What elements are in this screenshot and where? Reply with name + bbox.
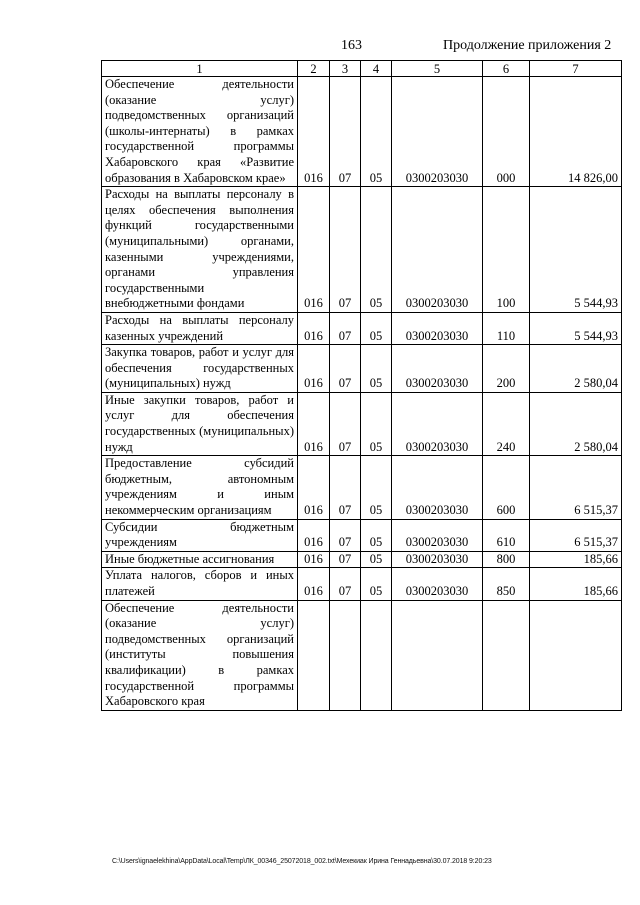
subsection-code: 05 bbox=[361, 345, 392, 393]
section-code: 07 bbox=[330, 312, 361, 344]
table-row bbox=[102, 345, 622, 393]
row-description: Уплата налогов, сборов и иных платежей bbox=[102, 568, 298, 600]
target-article-code: 0300203030 bbox=[392, 519, 483, 551]
subsection-code bbox=[361, 600, 392, 710]
row-description: Закупка товаров, работ и услуг для обеспечения государственных (муниципальных) нужд bbox=[102, 345, 298, 393]
amount: 6 515,37 bbox=[530, 456, 622, 519]
subsection-code: 05 bbox=[361, 77, 392, 187]
section-code: 07 bbox=[330, 77, 361, 187]
amount: 185,66 bbox=[530, 568, 622, 600]
expense-type-code: 240 bbox=[483, 392, 530, 455]
section-code: 07 bbox=[330, 345, 361, 393]
expense-type-code: 850 bbox=[483, 568, 530, 600]
ministry-code: 016 bbox=[298, 456, 330, 519]
subsection-code: 05 bbox=[361, 187, 392, 313]
amount: 185,66 bbox=[530, 551, 622, 568]
subsection-code: 05 bbox=[361, 392, 392, 455]
column-header: 2 bbox=[298, 61, 330, 77]
table-row bbox=[102, 568, 622, 600]
target-article-code: 0300203030 bbox=[392, 345, 483, 393]
amount: 6 515,37 bbox=[530, 519, 622, 551]
subsection-code: 05 bbox=[361, 312, 392, 344]
row-description: Предоставление субсидий бюджетным, автономным учреждениям и иным некоммерческим организациям bbox=[102, 456, 298, 519]
subsection-code: 05 bbox=[361, 519, 392, 551]
row-description: Расходы на выплаты персоналу в целях обеспечения выполнения функций государственными (муниципальными) органами, казенными учреждениями, органами управления государственными внебюджетными фондами bbox=[102, 187, 298, 313]
row-description: Обеспечение деятельности (оказание услуг) подведомственных организаций (школы-интернаты) в рамках государственной программы Хабаровского края «Развитие образования в Хабаровском крае» bbox=[102, 77, 298, 187]
section-code bbox=[330, 600, 361, 710]
table-header-row bbox=[102, 61, 622, 77]
target-article-code: 0300203030 bbox=[392, 568, 483, 600]
ministry-code: 016 bbox=[298, 551, 330, 568]
table-row bbox=[102, 519, 622, 551]
subsection-code: 05 bbox=[361, 456, 392, 519]
file-path-footer: C:\Users\ignaelekhina\AppData\Local\Temp\ЛК_00346_25072018_002.txt\Мехекиак Ирина Геннадьевна\30.07.2018 9:20:23 bbox=[112, 858, 492, 865]
ministry-code: 016 bbox=[298, 568, 330, 600]
table-row bbox=[102, 77, 622, 187]
section-code: 07 bbox=[330, 568, 361, 600]
amount: 2 580,04 bbox=[530, 392, 622, 455]
target-article-code: 0300203030 bbox=[392, 312, 483, 344]
column-header: 5 bbox=[392, 61, 483, 77]
section-code: 07 bbox=[330, 392, 361, 455]
section-code: 07 bbox=[330, 456, 361, 519]
amount: 14 826,00 bbox=[530, 77, 622, 187]
ministry-code bbox=[298, 600, 330, 710]
expense-type-code: 800 bbox=[483, 551, 530, 568]
table-row bbox=[102, 392, 622, 455]
expense-type-code: 200 bbox=[483, 345, 530, 393]
ministry-code: 016 bbox=[298, 312, 330, 344]
section-code: 07 bbox=[330, 519, 361, 551]
column-header: 3 bbox=[330, 61, 361, 77]
target-article-code: 0300203030 bbox=[392, 551, 483, 568]
target-article-code: 0300203030 bbox=[392, 456, 483, 519]
subsection-code: 05 bbox=[361, 568, 392, 600]
expense-type-code: 100 bbox=[483, 187, 530, 313]
row-description: Расходы на выплаты персоналу казенных учреждений bbox=[102, 312, 298, 344]
table-row bbox=[102, 456, 622, 519]
column-header: 7 bbox=[530, 61, 622, 77]
column-header: 4 bbox=[361, 61, 392, 77]
column-header: 6 bbox=[483, 61, 530, 77]
continuation-label: Продолжение приложения 2 bbox=[443, 38, 612, 53]
expense-type-code: 110 bbox=[483, 312, 530, 344]
expense-type-code: 610 bbox=[483, 519, 530, 551]
amount: 5 544,93 bbox=[530, 312, 622, 344]
row-description: Иные закупки товаров, работ и услуг для обеспечения государственных (муниципальных) нужд bbox=[102, 392, 298, 455]
column-header: 1 bbox=[102, 61, 298, 77]
section-code: 07 bbox=[330, 187, 361, 313]
table-row bbox=[102, 312, 622, 344]
expense-type-code: 600 bbox=[483, 456, 530, 519]
page-number: 163 bbox=[341, 38, 362, 53]
ministry-code: 016 bbox=[298, 519, 330, 551]
amount: 5 544,93 bbox=[530, 187, 622, 313]
expense-type-code bbox=[483, 600, 530, 710]
target-article-code bbox=[392, 600, 483, 710]
table-row bbox=[102, 551, 622, 568]
subsection-code: 05 bbox=[361, 551, 392, 568]
target-article-code: 0300203030 bbox=[392, 392, 483, 455]
row-description: Обеспечение деятельности (оказание услуг) подведомственных организаций (институты повышения квалификации) в рамках государственной программы Хабаровского края bbox=[102, 600, 298, 710]
budget-table bbox=[101, 60, 622, 711]
table-row bbox=[102, 600, 622, 710]
amount bbox=[530, 600, 622, 710]
table-row bbox=[102, 187, 622, 313]
target-article-code: 0300203030 bbox=[392, 187, 483, 313]
amount: 2 580,04 bbox=[530, 345, 622, 393]
section-code: 07 bbox=[330, 551, 361, 568]
ministry-code: 016 bbox=[298, 392, 330, 455]
expense-type-code: 000 bbox=[483, 77, 530, 187]
ministry-code: 016 bbox=[298, 345, 330, 393]
row-description: Иные бюджетные ассигнования bbox=[102, 551, 298, 568]
ministry-code: 016 bbox=[298, 187, 330, 313]
row-description: Субсидии бюджетным учреждениям bbox=[102, 519, 298, 551]
target-article-code: 0300203030 bbox=[392, 77, 483, 187]
ministry-code: 016 bbox=[298, 77, 330, 187]
